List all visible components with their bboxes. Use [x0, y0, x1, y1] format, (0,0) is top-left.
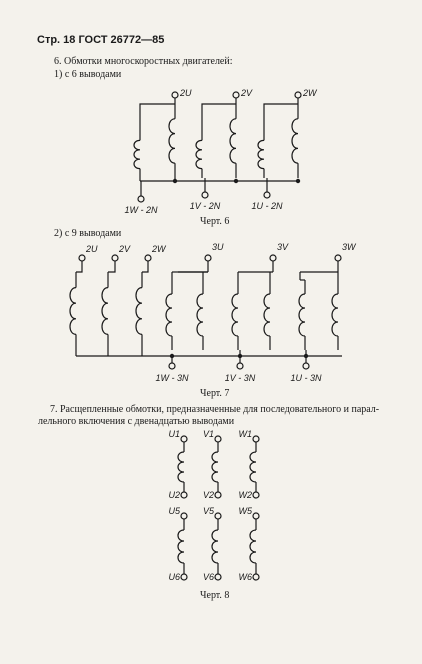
terminal-upper-start: [253, 436, 259, 442]
terminal-label-right: 3U: [212, 242, 224, 252]
terminal-bottom: [303, 363, 309, 369]
terminal-label-left: 2W: [152, 244, 166, 254]
coil-2: [169, 119, 175, 163]
terminal-label-bottom: 1V - 2N: [189, 201, 221, 211]
terminal-label-upper-start: U1: [168, 429, 180, 439]
terminal-label-lower-end: W6: [238, 572, 252, 582]
terminal-right-top: [205, 255, 211, 261]
terminal-label-lower-start: V5: [202, 506, 214, 516]
coil-lower-3: [250, 530, 256, 563]
coil-right-3: [232, 294, 238, 336]
terminal-lower-end: [215, 574, 221, 580]
terminal-top: [295, 92, 301, 98]
terminal-upper-end: [253, 492, 259, 498]
terminal-label-lower-end: U6: [168, 572, 180, 582]
terminal-lower-end: [181, 574, 187, 580]
coil-right-4: [264, 294, 270, 336]
section-7-line-2: лельного включения с двенадцатью выводами: [38, 416, 235, 427]
wire: [140, 104, 175, 131]
coil-right-2: [197, 294, 203, 336]
coil-4: [230, 119, 236, 163]
junction: [234, 179, 238, 183]
coil-6: [292, 119, 298, 163]
page-header: Стр. 18 ГОСТ 26772—85: [37, 34, 165, 46]
coil-upper-2: [212, 452, 218, 482]
terminal-left-top: [79, 255, 85, 261]
figure-7-caption: Черт. 7: [200, 388, 230, 399]
terminal-bottom: [169, 363, 175, 369]
terminal-label-bottom: 1U - 3N: [290, 373, 322, 383]
coil-1: [134, 140, 140, 168]
terminal-bottom: [264, 192, 270, 198]
section-7-line-1: 7. Расщепленные обмотки, предназначенные для последовательного и парал-: [50, 404, 380, 415]
terminal-label-upper-start: W1: [238, 429, 252, 439]
terminal-bottom: [138, 196, 144, 202]
terminal-label-upper-end: V2: [202, 490, 214, 500]
coil-upper-1: [178, 452, 184, 482]
terminal-label-bottom: 1U - 2N: [251, 201, 283, 211]
coil-left-1: [70, 288, 76, 335]
wire: [108, 261, 115, 272]
coil-right-5: [299, 294, 305, 336]
terminal-left-top: [112, 255, 118, 261]
terminal-label-top: 2W: [303, 88, 317, 98]
terminal-lower-end: [253, 574, 259, 580]
terminal-label-upper-end: U2: [168, 490, 180, 500]
terminal-label-left: 2V: [119, 244, 131, 254]
terminal-upper-start: [215, 436, 221, 442]
terminal-upper-end: [215, 492, 221, 498]
figure-6-caption: Черт. 6: [200, 216, 230, 227]
coil-right-1: [166, 294, 172, 336]
coil-left-3: [136, 288, 142, 335]
coil-lower-1: [178, 530, 184, 563]
terminal-top: [172, 92, 178, 98]
junction: [296, 179, 300, 183]
terminal-upper-end: [181, 492, 187, 498]
terminal-label-top: 2V: [241, 88, 253, 98]
wire: [76, 261, 82, 272]
terminal-label-upper-end: W2: [238, 490, 252, 500]
terminal-lower-start: [215, 513, 221, 519]
terminal-left-top: [145, 255, 151, 261]
terminal-upper-start: [181, 436, 187, 442]
figure-7-diagram: [70, 242, 357, 383]
terminal-label-bottom: 1V - 3N: [224, 373, 256, 383]
coil-upper-3: [250, 452, 256, 482]
terminal-label-top: 2U: [180, 88, 192, 98]
terminal-top: [233, 92, 239, 98]
terminal-label-upper-start: V1: [202, 429, 214, 439]
figure-6-diagram: [124, 88, 318, 215]
section-6-item-1: 1) с 6 выводами: [54, 69, 122, 80]
coil-left-2: [102, 288, 108, 335]
terminal-bottom: [202, 192, 208, 198]
figure-8-caption: Черт. 8: [200, 590, 230, 601]
terminal-label-right: 3V: [277, 242, 289, 252]
terminal-lower-start: [253, 513, 259, 519]
terminal-right-top: [270, 255, 276, 261]
terminal-lower-start: [181, 513, 187, 519]
terminal-label-lower-start: U5: [168, 506, 180, 516]
terminal-label-bottom: 1W - 3N: [155, 373, 189, 383]
coil-5: [258, 140, 264, 168]
coil-3: [196, 140, 202, 168]
terminal-label-bottom: 1W - 2N: [124, 205, 158, 215]
section-6-item-2: 2) с 9 выводами: [54, 228, 122, 239]
terminal-bottom: [237, 363, 243, 369]
terminal-label-left: 2U: [86, 244, 98, 254]
junction: [173, 179, 177, 183]
coil-lower-2: [212, 530, 218, 563]
section-6-title: 6. Обмотки многоскоростных двигателей:: [54, 56, 233, 67]
terminal-right-top: [335, 255, 341, 261]
wire: [202, 104, 236, 131]
figure-8-diagram: [168, 429, 259, 582]
terminal-label-right: 3W: [342, 242, 356, 252]
wire: [142, 261, 148, 272]
terminal-label-lower-start: W5: [238, 506, 252, 516]
wire: [264, 104, 298, 131]
terminal-label-lower-end: V6: [202, 572, 214, 582]
coil-right-6: [332, 294, 338, 336]
